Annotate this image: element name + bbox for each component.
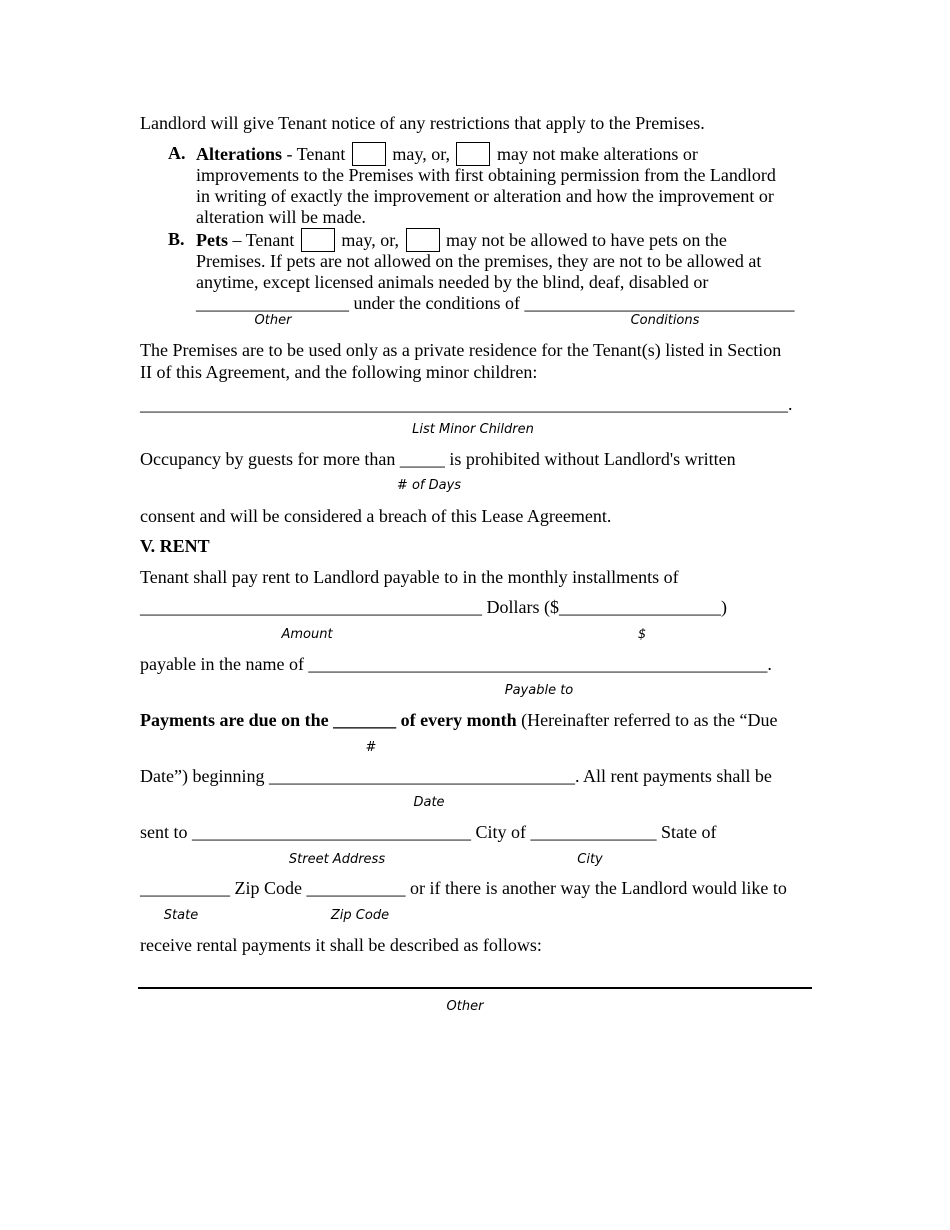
occupancy-line-1: The Premises are to be used only as a private residence for the Tenant(s) listed in Section (140, 340, 782, 360)
rent-heading: V. RENT (140, 536, 210, 556)
pets-text-1: – Tenant (227, 230, 299, 250)
pets-other-caption: Other (254, 313, 292, 328)
alterations-may-not-checkbox[interactable] (456, 142, 490, 166)
alterations-line-4: alteration will be made. (196, 207, 366, 227)
zip-code-caption: Zip Code (330, 908, 390, 923)
pets-line-1 (196, 228, 727, 252)
occupancy-line-2: II of this Agreement, and the following minor children: (140, 362, 538, 382)
consent-line: consent and will be considered a breach of this Lease Agreement. (140, 506, 612, 526)
rent-line-1: Tenant shall pay rent to Landlord payable to in the monthly installments of (140, 567, 679, 587)
date-caption: Date (413, 795, 445, 810)
payable-to-field[interactable]: payable in the name of ___________________________________________________. (140, 654, 772, 674)
alterations-text-2: may, or, (387, 144, 455, 164)
minor-children-field[interactable]: ________________________________________________________________________. (140, 394, 793, 414)
days-caption: # of Days (396, 478, 462, 493)
pets-line-2: Premises. If pets are not allowed on the premises, they are not to be allowed at (196, 251, 762, 271)
due-day-line[interactable] (140, 709, 777, 731)
alterations-text-3: may not make alterations or (492, 144, 698, 164)
amount-caption: Amount (281, 627, 333, 642)
due-day-rest-text: (Hereinafter referred to as the “Due (516, 710, 778, 730)
alterations-line-3: in writing of exactly the improvement or alteration and how the improvement or (196, 186, 774, 206)
pets-text-2: may, or, (336, 230, 404, 250)
pets-may-not-checkbox[interactable] (406, 228, 440, 252)
city-caption: City (577, 852, 603, 867)
start-date-field[interactable]: Date”) beginning __________________________________. All rent payments shall be (140, 766, 772, 786)
alterations-marker-label: A. (168, 143, 186, 163)
other-payment-method-field[interactable] (138, 987, 812, 989)
payable-to-caption: Payable to (504, 683, 574, 698)
alterations-line-2: improvements to the Premises with first obtaining permission from the Landlord (196, 165, 776, 185)
pets-heading: Pets (196, 230, 228, 250)
alterations-may-checkbox[interactable] (352, 142, 386, 166)
pets-line-3: anytime, except licensed animals needed by the blind, deaf, disabled or (196, 272, 709, 292)
rent-amount-field[interactable]: ______________________________________ Dollars ($__________________) (140, 597, 727, 617)
other-caption: Other (446, 999, 484, 1014)
alterations-marker (168, 142, 186, 164)
restrictions-intro: Landlord will give Tenant notice of any restrictions that apply to the Premises. (140, 113, 705, 133)
day-number-caption: # (365, 740, 377, 755)
address-city-state-field[interactable]: sent to _______________________________ City of ______________ State of (140, 822, 717, 842)
dollar-caption: $ (637, 627, 647, 642)
due-day-bold-text: Payments are due on the _______ of every month (140, 710, 517, 730)
minor-children-caption: List Minor Children (412, 422, 534, 437)
pets-conditions-caption: Conditions (630, 313, 700, 328)
receive-payments-line: receive rental payments it shall be described as follows: (140, 935, 542, 955)
state-caption: State (163, 908, 199, 923)
street-address-caption: Street Address (288, 852, 386, 867)
pets-marker-label: B. (168, 229, 185, 249)
pets-other-conditions-line[interactable]: _________________ under the conditions of ______________________________ (196, 293, 795, 313)
pets-may-checkbox[interactable] (301, 228, 335, 252)
alterations-line-1 (196, 142, 698, 166)
pets-marker (168, 228, 185, 250)
guest-occupancy-line[interactable]: Occupancy by guests for more than _____ is prohibited without Landlord's written (140, 449, 736, 469)
pets-text-3: may not be allowed to have pets on the (441, 230, 727, 250)
alterations-heading: Alterations (196, 144, 282, 164)
state-zip-field[interactable]: __________ Zip Code ___________ or if there is another way the Landlord would like to (140, 878, 787, 898)
alterations-text-1: - Tenant (281, 144, 350, 164)
